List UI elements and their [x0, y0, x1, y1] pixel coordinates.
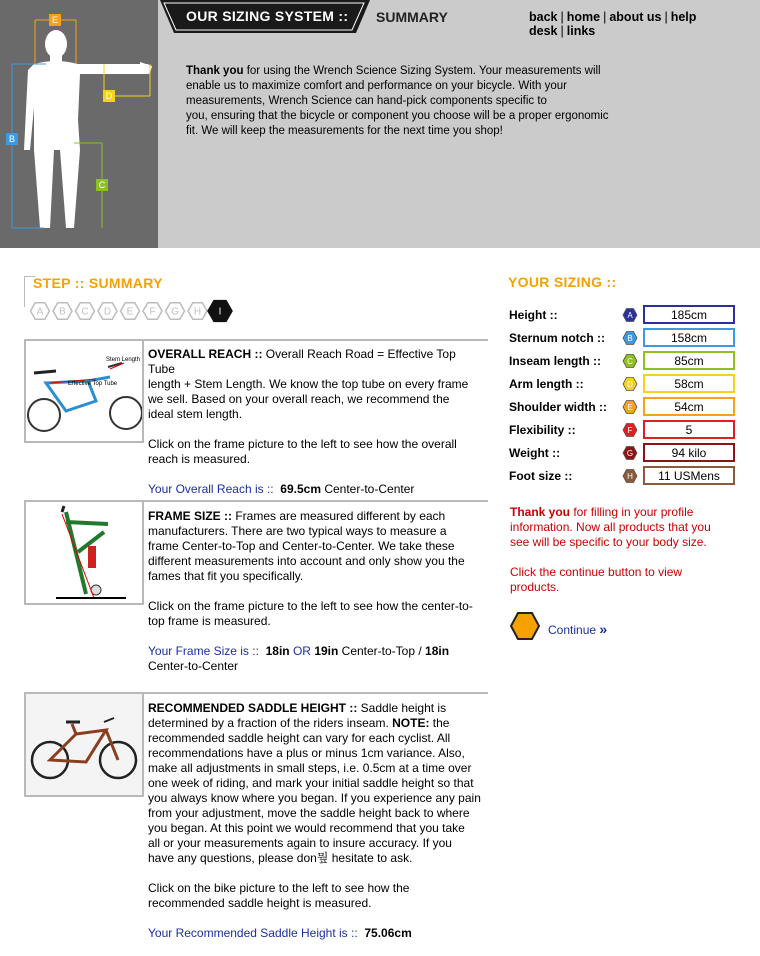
nav-helpdesk-link[interactable]: help desk: [529, 10, 697, 38]
svg-text:E: E: [51, 15, 59, 25]
measure-hex-icon: [622, 353, 638, 369]
step-indicator: [28, 299, 240, 323]
measure-hex-icon: [622, 445, 638, 461]
svg-text:G: G: [626, 449, 634, 458]
frame-result-label: Your Frame Size is ::: [148, 644, 259, 658]
sizing-label: Arm length ::: [509, 377, 584, 391]
sizing-value-field: 185cm: [643, 305, 735, 324]
svg-text:D: D: [105, 91, 113, 101]
sizing-value-field: 85cm: [643, 351, 735, 370]
step-letter-d: D: [103, 306, 112, 318]
page-title: OUR SIZING SYSTEM ::: [186, 8, 349, 24]
continue-link[interactable]: Continue »: [548, 621, 608, 637]
sizing-value-field: 58cm: [643, 374, 735, 393]
measure-hex-icon: [622, 376, 638, 392]
reach-frame-image[interactable]: [24, 339, 144, 443]
sizing-label: Weight ::: [509, 446, 561, 460]
body-figure-panel: [0, 0, 158, 248]
sizing-label: Shoulder width ::: [509, 400, 607, 414]
your-sizing-heading: YOUR SIZING ::: [508, 274, 617, 290]
svg-text:Stem Length: Stem Length: [106, 357, 141, 363]
saddle-bike-image[interactable]: [24, 692, 144, 797]
nav-about-link[interactable]: about us: [609, 10, 662, 24]
section-divider: [144, 339, 488, 341]
sizing-value-field: 94 kilo: [643, 443, 735, 462]
svg-text:C: C: [627, 357, 633, 366]
bicycle-icon: [26, 694, 142, 795]
measure-hex-icon: [622, 307, 638, 323]
measure-hex-icon: [622, 468, 638, 484]
profile-thanks-text: Thank you for filling in your profile information. Now all products that you see will be specific to your body size. Click the continue button to view products.: [510, 505, 711, 594]
section-divider: [144, 692, 488, 694]
svg-text:A: A: [627, 311, 633, 320]
svg-text:D: D: [627, 380, 633, 389]
section-subtitle: SUMMARY: [376, 9, 448, 25]
intro-text: Thank you for using the Wrench Science Sizing System. Your measurements will enable us to maximize comfort and performance on your bicycle. With your measurements, Wrench Science can hand-pick components specific to you, ensuring that the bicycle or component you choose will be a proper ergonomic fit. We will keep the measurements for the next time you shop!: [186, 65, 609, 137]
saddle-description: RECOMMENDED SADDLE HEIGHT :: Saddle height is determined by a fraction of the riders inseam. NOTE: the recommended saddle height can vary for each cyclist. All recommendations have a plus or minus 1cm variance. Also, make all adjustments in small steps, i.e. 0.5cm at a time over one week of riding, and mark your initial saddle height so that you always know where you began. If you experience any pain from your adjustment, move the saddle height back to where you began. At this point we would recommend that you take all or your measurements again to insure accuracy. If you have any questions, please don뭪 hesitate to ask. Click on the bike picture to the left to see how the recommended saddle height is measured. Your Recommended Saddle Height is :: 75.06cm: [148, 701, 481, 940]
svg-text:C: C: [98, 180, 106, 190]
bike-frame-icon: [26, 502, 142, 603]
reach-result-value: 69.5cm: [280, 482, 321, 496]
nav-home-link[interactable]: home: [566, 10, 601, 24]
step-letter-g: G: [171, 306, 179, 318]
sizing-value-field: 11 USMens: [643, 466, 735, 485]
sizing-value-field: 5: [643, 420, 735, 439]
step-letter-c: C: [81, 306, 89, 318]
svg-text:Effective Top Tube: Effective Top Tube: [68, 381, 118, 387]
measure-hex-icon: [622, 399, 638, 415]
sizing-label: Height ::: [509, 308, 558, 322]
sizing-label: Inseam length ::: [509, 354, 602, 368]
measure-hex-icon: [622, 330, 638, 346]
continue-hex-button[interactable]: [509, 611, 541, 641]
svg-text:F: F: [627, 426, 633, 435]
frame-size-image[interactable]: [24, 500, 144, 605]
reach-result-label: Your Overall Reach is ::: [148, 482, 274, 496]
sizing-label: Flexibility ::: [509, 423, 576, 437]
reach-description: OVERALL REACH :: Overall Reach Road = Effective Top Tube length + Stem Length. We know the top tube on every frame we sell. Based on your overall reach, we recommend the ideal stem length. Click on the frame picture to the left to see how the overall reach is measured. Your Overall Reach is :: 69.5cm Center-to-Center: [148, 347, 469, 496]
step-letter-b: B: [59, 306, 66, 318]
bike-frame-icon: [26, 341, 142, 441]
step-heading: STEP :: SUMMARY: [33, 275, 163, 291]
sizing-label: Foot size ::: [509, 469, 573, 483]
svg-text:B: B: [627, 334, 633, 343]
top-nav: back | home | about us | help desk | links: [529, 10, 697, 38]
saddle-result-value: 75.06cm: [364, 926, 412, 940]
measure-hex-icon: [622, 422, 638, 438]
step-letter-f: F: [149, 306, 156, 318]
body-silhouette-icon: [0, 0, 158, 248]
nav-links-link[interactable]: links: [566, 24, 596, 38]
sizing-label: Sternum notch ::: [509, 331, 605, 345]
section-divider: [144, 500, 488, 502]
svg-text:H: H: [627, 472, 633, 481]
nav-back-link[interactable]: back: [529, 10, 558, 24]
sizing-value-field: 158cm: [643, 328, 735, 347]
double-chevron-right-icon: »: [599, 621, 608, 637]
sizing-value-field: 54cm: [643, 397, 735, 416]
step-letter-a: A: [36, 306, 44, 318]
frame-size-description: FRAME SIZE :: Frames are measured different by each manufacturers. There are two typical ways to measure a frame Center-to-Top and Center-to-Center. We take these different measurements into account and only show you the fames that fit you specifically. Click on the frame picture to the left to see how the center-to- top frame is measured. Your Frame Size is :: 18in OR 19in Center-to-Top / 18in Center-to-Center: [148, 509, 473, 673]
step-letter-h: H: [193, 306, 202, 318]
step-letter-e: E: [126, 306, 134, 318]
saddle-result-label: Your Recommended Saddle Height is ::: [148, 926, 358, 940]
svg-text:B: B: [8, 134, 16, 144]
step-letter-i: I: [218, 306, 222, 318]
svg-text:E: E: [627, 403, 633, 412]
